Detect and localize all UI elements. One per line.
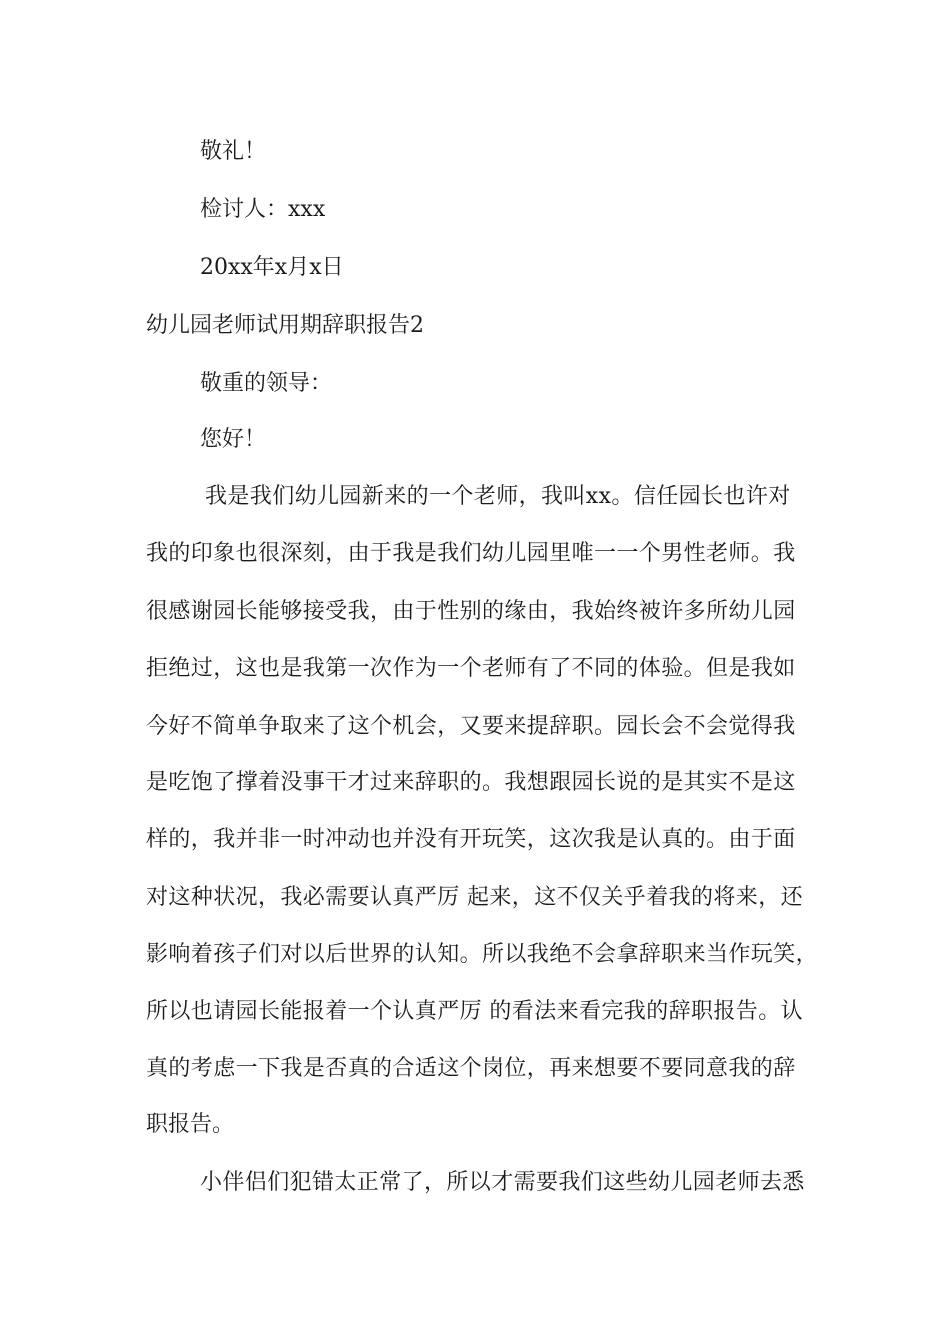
paragraph-line: 真的考虑一下我是否真的合适这个岗位，再来想要不要同意我的辞 — [146, 1056, 796, 1081]
paragraph-line: 很感谢园长能够接受我，由于性别的缘由，我始终被许多所幼儿园 — [146, 599, 796, 624]
paragraph-line: 所以也请园长能报着一个认真严厉 的看法来看完我的辞职报告。认 — [146, 999, 803, 1024]
paragraph-line: 小伴侣们犯错太正常了，所以才需要我们这些幼儿园老师去悉 — [200, 1170, 805, 1195]
paragraph-line: 样的，我并非一时冲动也并没有开玩笑，这次我是认真的。由于面 — [146, 827, 796, 852]
paragraph-line: 拒绝过，这也是我第一次作为一个老师有了不同的体验。但是我如 — [146, 656, 796, 681]
greeting-line: 敬重的领导： — [200, 371, 333, 396]
paragraph-line: 我是我们幼儿园新来的一个老师，我叫xx。信任园长也许对 — [205, 484, 791, 509]
section-title: 幼儿园老师试用期辞职报告2 — [146, 313, 424, 338]
paragraph-line: 我的印象也很深刻，由于我是我们幼儿园里唯一一个男性老师。我 — [146, 541, 796, 566]
paragraph-line: 对这种状况，我必需要认真严厉 起来，这不仅关乎着我的将来，还 — [146, 885, 803, 910]
paragraph-line: 是吃饱了撑着没事干才过来辞职的。我想跟园长说的是其实不是这 — [146, 770, 796, 795]
signer-line: 检讨人：xxx — [200, 197, 326, 222]
paragraph-line: 今好不简单争取来了这个机会，又要来提辞职。园长会不会觉得我 — [146, 714, 796, 739]
closing-salute: 敬礼！ — [200, 139, 267, 164]
hello-line: 您好！ — [200, 427, 267, 452]
paragraph-line: 影响着孩子们对以后世界的认知。所以我绝不会拿辞职来当作玩笑， — [146, 942, 819, 967]
date-line: 20xx年x月x日 — [200, 255, 344, 280]
paragraph-line: 职报告。 — [146, 1112, 235, 1137]
